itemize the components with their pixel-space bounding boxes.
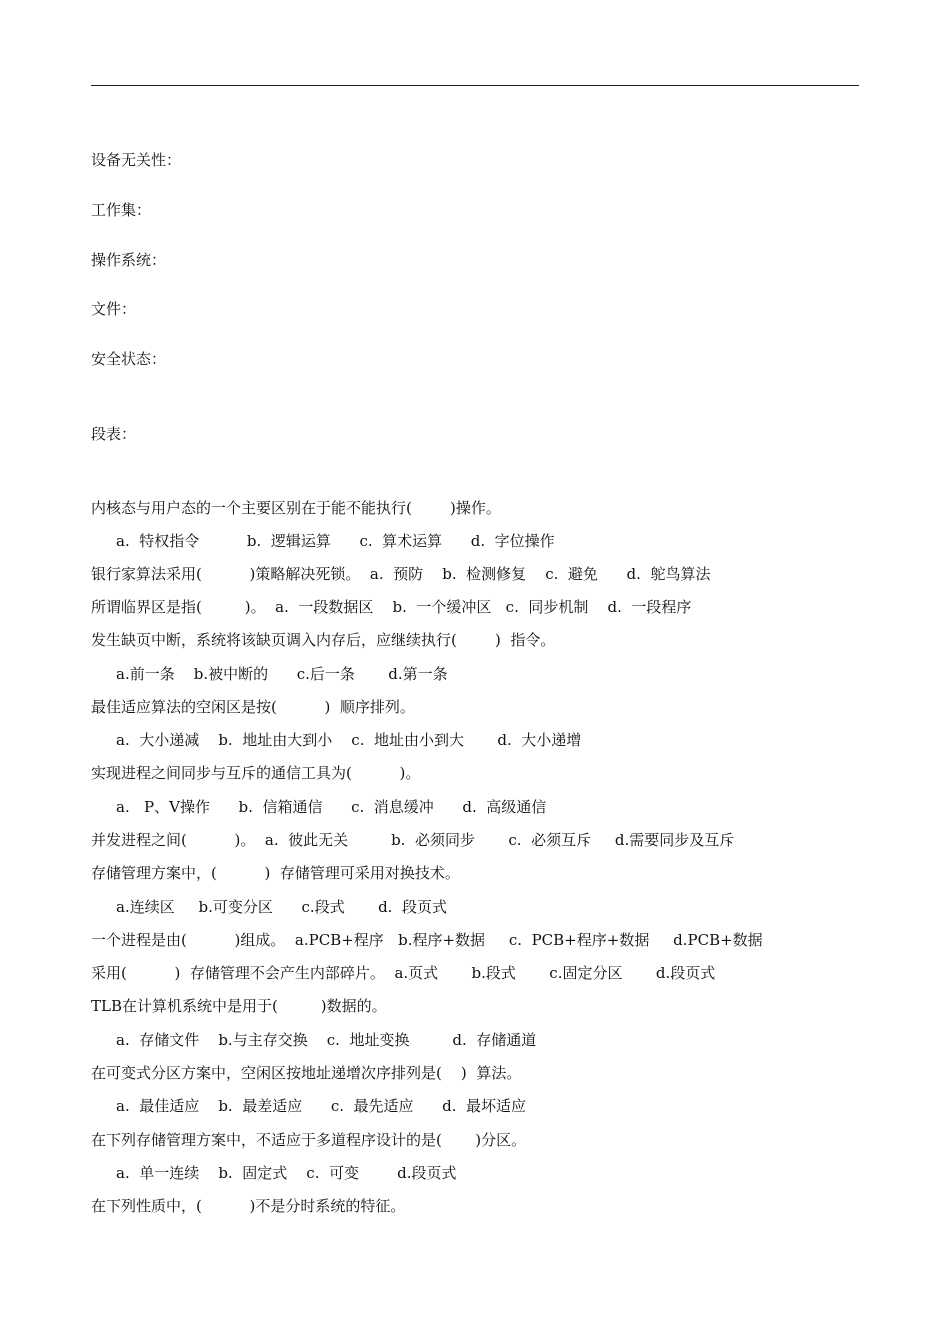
question-12: 在可变式分区方案中，空闲区按地址递增次序排列是( ) 算法。 [91, 1064, 522, 1082]
question-4: 发生缺页中断，系统将该缺页调入内存后，应继续执行( ) 指令。 [91, 631, 556, 649]
question-2: 银行家算法采用( )策略解决死锁。 a. 预防 b. 检测修复 c. 避免 d. 鸵鸟算法 [91, 565, 711, 583]
question-6: 实现进程之间同步与互斥的通信工具为( )。 [91, 764, 421, 782]
question-13: 在下列存储管理方案中，不适应于多道程序设计的是( )分区。 [91, 1131, 527, 1149]
term-device-independence: 设备无关性： [91, 151, 182, 169]
question-1: 内核态与用户态的一个主要区别在于能不能执行( )操作。 [91, 499, 501, 517]
header-rule [91, 85, 859, 86]
question-13-options: a. 单一连续 b. 固定式 c. 可变 d.段页式 [116, 1164, 457, 1182]
question-3: 所谓临界区是指( )。 a. 一段数据区 b. 一个缓冲区 c. 同步机制 d. 一段程序 [91, 598, 692, 616]
term-segment-table: 段表： [91, 425, 137, 443]
term-file: 文件： [91, 300, 137, 318]
question-11-options: a. 存储文件 b.与主存交换 c. 地址变换 d. 存储通道 [116, 1031, 537, 1049]
question-8-options: a.连续区 b.可变分区 c.段式 d. 段页式 [116, 898, 447, 916]
question-8: 存储管理方案中，( ) 存储管理可采用对换技术。 [91, 864, 460, 882]
question-9: 一个进程是由( )组成。 a.PCB+程序 b.程序+数据 c. PCB+程序+数据 d.PCB+数据 [91, 931, 763, 949]
term-working-set: 工作集： [91, 201, 152, 219]
question-1-options: a. 特权指令 b. 逻辑运算 c. 算术运算 d. 字位操作 [116, 532, 555, 550]
question-5-options: a. 大小递减 b. 地址由大到小 c. 地址由小到大 d. 大小递增 [116, 731, 582, 749]
question-7: 并发进程之间( )。 a. 彼此无关 b. 必须同步 c. 必须互斥 d.需要同步及互斥 [91, 831, 735, 849]
question-4-options: a.前一条 b.被中断的 c.后一条 d.第一条 [116, 665, 448, 683]
question-11: TLB在计算机系统中是用于( )数据的。 [91, 997, 387, 1015]
question-5: 最佳适应算法的空闲区是按( ) 顺序排列。 [91, 698, 415, 716]
question-14: 在下列性质中，( )不是分时系统的特征。 [91, 1197, 406, 1215]
question-10: 采用( ) 存储管理不会产生内部碎片。 a.页式 b.段式 c.固定分区 d.段页式 [91, 964, 716, 982]
question-6-options: a. P、V操作 b. 信箱通信 c. 消息缓冲 d. 高级通信 [116, 798, 547, 816]
question-12-options: a. 最佳适应 b. 最差适应 c. 最先适应 d. 最坏适应 [116, 1097, 527, 1115]
term-operating-system: 操作系统： [91, 251, 167, 269]
term-safe-state: 安全状态： [91, 350, 167, 368]
